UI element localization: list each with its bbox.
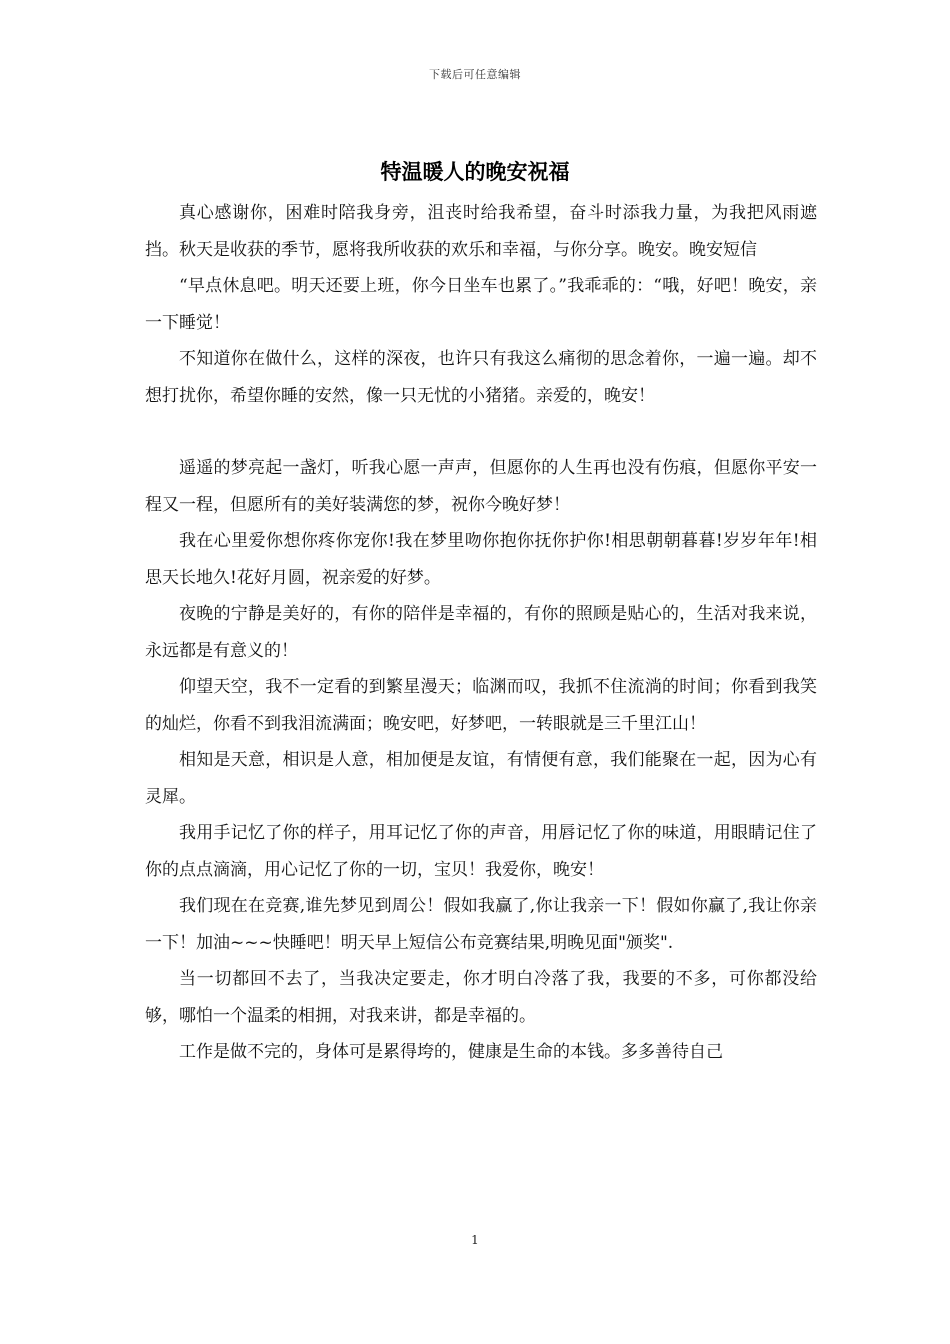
paragraph: 仰望天空，我不一定看的到繁星漫天；临渊而叹，我抓不住流淌的时间；你看到我笑的灿烂，你看不到我泪流满面；晚安吧，好梦吧，一转眼就是三千里江山！ <box>145 677 817 734</box>
paragraph: 工作是做不完的，身体可是累得垮的，健康是生命的本钱。多多善待自己 <box>179 1042 723 1062</box>
paragraph: 当一切都回不去了，当我决定要走，你才明白冷落了我，我要的不多，可你都没给够，哪怕一个温柔的相拥，对我来讲，都是幸福的。 <box>145 969 817 1026</box>
paragraph: 遥遥的梦亮起一盏灯，听我心愿一声声，但愿你的人生再也没有伤痕，但愿你平安一程又一程，但愿所有的美好装满您的梦，祝你今晚好梦！ <box>145 458 817 515</box>
paragraph: 我们现在在竞赛,谁先梦见到周公！假如我赢了,你让我亲一下！假如你赢了,我让你亲一下！加油~~~快睡吧！明天早上短信公布竞赛结果,明晚见面"颁奖". <box>145 896 817 953</box>
header-note: 下载后可任意编辑 <box>429 68 521 81</box>
page-number: 1 <box>471 1233 479 1247</box>
paragraph: 我在心里爱你想你疼你宠你!我在梦里吻你抱你抚你护你!相思朝朝暮暮!岁岁年年!相思天长地久!花好月圆，祝亲爱的好梦。 <box>145 531 817 588</box>
paragraph: “早点休息吧。明天还要上班，你今日坐车也累了。”我乖乖的：“哦，好吧！晚安，亲一下睡觉！ <box>145 276 817 333</box>
paragraph: 我用手记忆了你的样子，用耳记忆了你的声音，用唇记忆了你的味道，用眼睛记住了你的点点滴滴，用心记忆了你的一切，宝贝！我爱你，晚安！ <box>145 823 817 880</box>
paragraph: 夜晚的宁静是美好的，有你的陪伴是幸福的，有你的照顾是贴心的，生活对我来说，永远都是有意义的！ <box>145 604 817 661</box>
blank-line <box>145 414 817 450</box>
paragraph: 不知道你在做什么，这样的深夜，也许只有我这么痛彻的思念着你，一遍一遍。却不想打扰你，希望你睡的安然，像一只无忧的小猪猪。亲爱的，晚安！ <box>145 349 817 406</box>
document-body <box>145 195 817 1071</box>
paragraph: 相知是天意，相识是人意，相加便是友谊，有情便有意，我们能聚在一起，因为心有灵犀。 <box>145 750 817 807</box>
paragraph: 真心感谢你，困难时陪我身旁，沮丧时给我希望，奋斗时添我力量，为我把风雨遮挡。秋天是收获的季节，愿将我所收获的欢乐和幸福，与你分享。晚安。晚安短信 <box>145 203 817 260</box>
document-title: 特温暖人的晚安祝福 <box>380 160 570 184</box>
